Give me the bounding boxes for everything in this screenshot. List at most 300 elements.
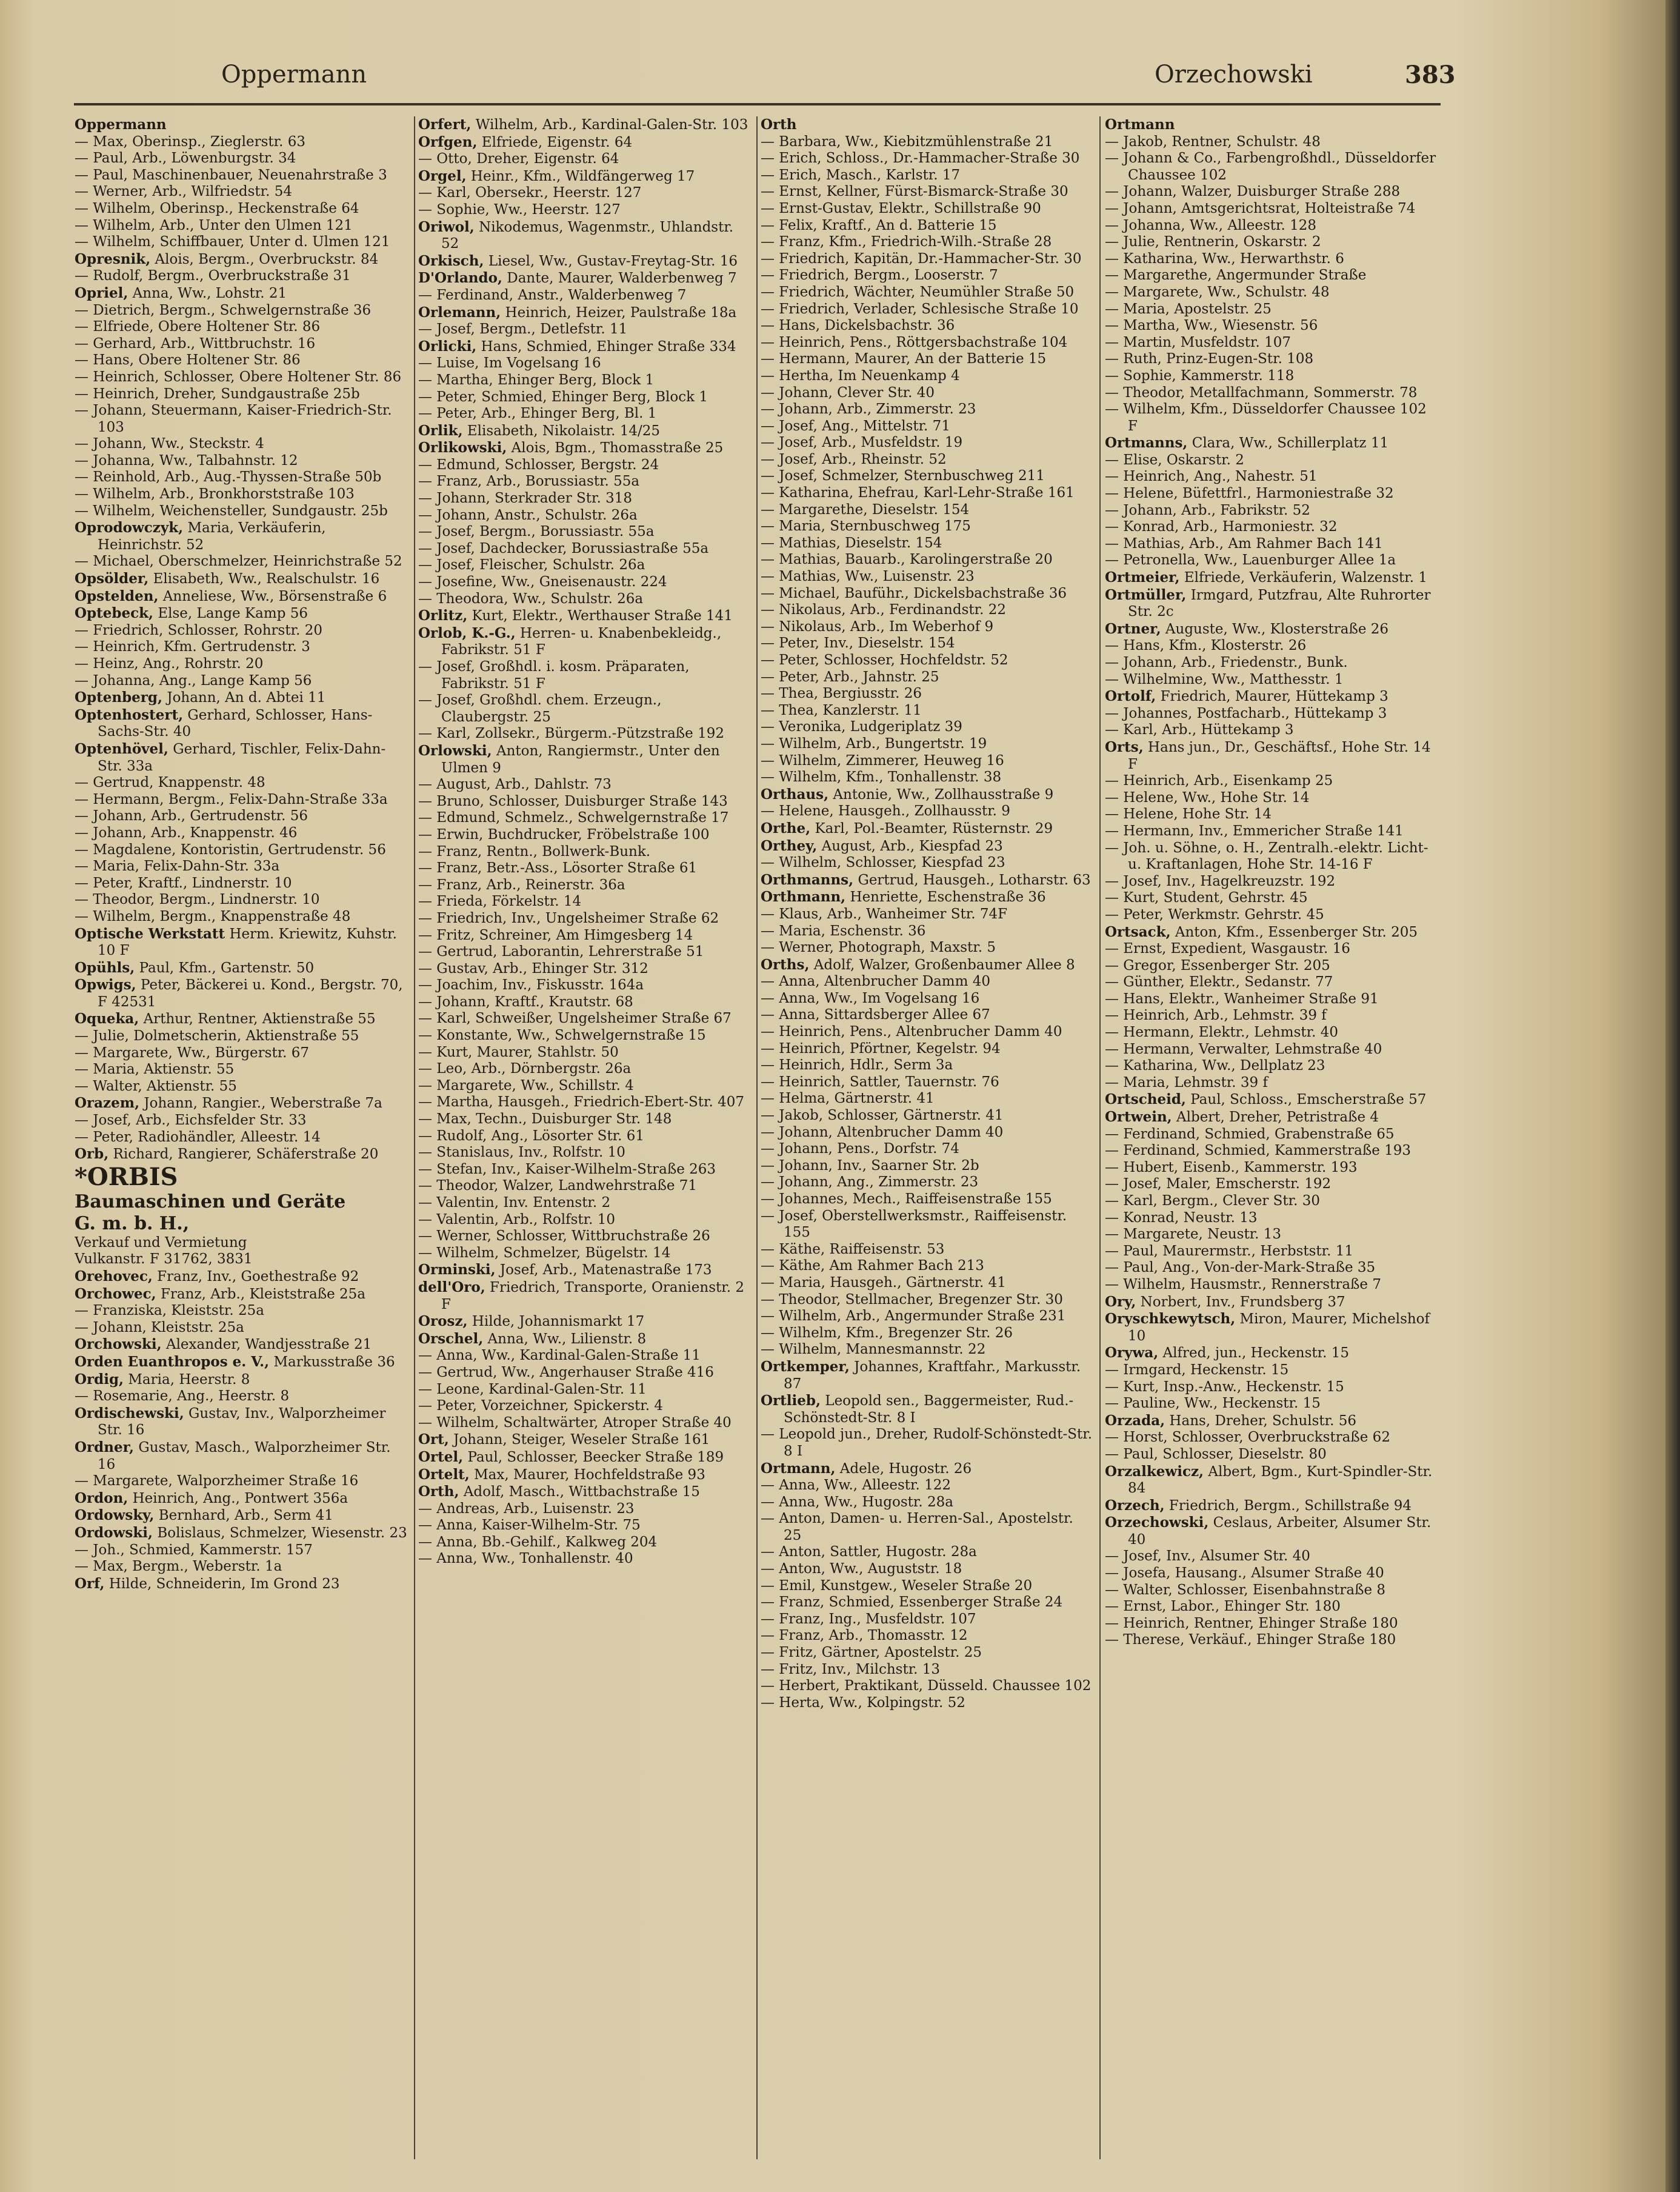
directory-entry [418, 1094, 753, 1111]
directory-entry [1105, 739, 1439, 773]
entry-text: Wilhelm, Arb., Kardinal-Galen-Str. 103 [471, 117, 748, 133]
directory-entry [761, 1628, 1095, 1645]
entry-surname: Orfert, [418, 116, 472, 133]
entry-text: Bolislaus, Schmelzer, Wiesenstr. 23 [153, 1525, 407, 1541]
directory-entry [1105, 1176, 1439, 1193]
entry-text: — Valentin, Inv. Entenstr. 2 [418, 1195, 611, 1211]
directory-entry [761, 1141, 1095, 1158]
directory-entry [418, 406, 753, 423]
entry-text: — Wilhelm, Bergm., Knappenstraße 48 [75, 908, 351, 924]
directory-entry [1105, 1007, 1439, 1024]
directory-entry [761, 1241, 1095, 1258]
entry-text: — Wilhelm, Weichensteller, Sundgaustr. 25b [75, 503, 388, 519]
directory-entry [761, 889, 1095, 906]
directory-entry [418, 541, 753, 558]
book-edge [1665, 0, 1680, 2192]
entry-text: — Martha, Ehinger Berg, Block 1 [418, 372, 655, 388]
entry-surname: Ortolf, [1105, 688, 1156, 705]
entry-surname: Optische Werkstatt [75, 925, 225, 942]
entry-text: Paul, Schlosser, Beecker Straße 189 [463, 1449, 724, 1465]
directory-entry [418, 457, 753, 474]
directory-entry [761, 957, 1095, 974]
entry-surname: Ortwein, [1105, 1109, 1172, 1126]
column-4 [1105, 116, 1439, 2165]
directory-entry [418, 743, 753, 777]
entry-text: — Josef, Inv., Hagelkreuzstr. 192 [1105, 873, 1336, 889]
entry-text: — Josef, Bergm., Borussiastr. 55a [418, 524, 655, 540]
directory-entry [1105, 1446, 1439, 1463]
directory-entry [1105, 552, 1439, 569]
entry-text: Alexander, Wandjesstraße 21 [161, 1337, 372, 1353]
directory-entry [761, 686, 1095, 703]
directory-entry [1105, 1160, 1439, 1177]
entry-text: Heinr., Kfm., Wildfängerweg 17 [466, 168, 695, 184]
entry-text: Norbert, Inv., Frundsberg 37 [1136, 1294, 1345, 1310]
directory-entry [1105, 218, 1439, 235]
directory-entry [761, 769, 1095, 786]
entry-text: — Heinrich, Hdlr., Serm 3a [761, 1057, 953, 1074]
directory-entry [1105, 1260, 1439, 1277]
directory-entry [1105, 435, 1439, 452]
entry-text: Adele, Hugostr. 26 [835, 1460, 972, 1477]
entry-text: — Kurt, Insp.-Anw., Heckenstr. 15 [1105, 1378, 1344, 1395]
entry-text: — Wilhelm, Zimmerer, Heuweg 16 [761, 752, 1004, 769]
entry-text: — Werner, Arb., Wilfriedstr. 54 [75, 184, 293, 200]
directory-entry [761, 906, 1095, 923]
directory-entry [418, 726, 753, 743]
directory-entry [75, 605, 409, 623]
directory-entry [1105, 1514, 1439, 1548]
entry-text: — Hermann, Verwalter, Lehmstraße 40 [1105, 1041, 1382, 1057]
directory-entry [761, 991, 1095, 1007]
entry-text: — Konrad, Arb., Harmoniestr. 32 [1105, 519, 1338, 535]
entry-surname: Ortmeier, [1105, 569, 1180, 586]
entry-text: — Heinrich, Arb., Eisenkamp 25 [1105, 773, 1333, 789]
entry-text: — Hertha, Im Neuenkamp 4 [761, 367, 960, 384]
directory-entry [418, 1144, 753, 1161]
entry-surname: Orlikowski, [418, 439, 507, 456]
entry-text: — Anton, Damen- u. Herren-Sal., Apostelstr. 25 [761, 1511, 1073, 1543]
directory-entry [418, 1044, 753, 1061]
entry-text: — Maria, Sternbuschweg 175 [761, 518, 971, 535]
directory-entry [1105, 1193, 1439, 1210]
entry-text: — Petronella, Ww., Lauenburger Allee 1a [1105, 552, 1396, 569]
entry-surname: Ortner, [1105, 620, 1161, 637]
entry-text: — Anna, Ww., Alleestr. 122 [761, 1477, 951, 1494]
directory-entry [1105, 941, 1439, 958]
directory-entry [75, 1405, 409, 1439]
entry-text: — Ernst-Gustav, Elektr., Schillstraße 90 [761, 200, 1041, 216]
directory-entry [418, 692, 753, 726]
entry-surname: Orlowski, [418, 742, 492, 759]
entry-text: — Franz, Rentn., Bollwerk-Bunk. [418, 843, 651, 860]
entry-text: Alois, Bergm., Overbruckstr. 84 [150, 251, 379, 267]
entry-text: — Peter, Werkmstr. Gehrstr. 45 [1105, 906, 1324, 923]
directory-entry [75, 1303, 409, 1320]
entry-text: — Irmgard, Heckenstr. 15 [1105, 1362, 1289, 1378]
entry-text: — Maria, Eschenstr. 36 [761, 923, 926, 939]
entry-text: — Stanislaus, Inv., Rolfstr. 10 [418, 1144, 625, 1161]
directory-entry [418, 591, 753, 608]
directory-entry [761, 753, 1095, 770]
directory-entry [1105, 1041, 1439, 1058]
entry-text: Josef, Arb., Matenastraße 173 [495, 1262, 712, 1278]
directory-entry [761, 485, 1095, 502]
directory-entry [1105, 655, 1439, 672]
entry-surname: Opriel, [75, 284, 128, 301]
entry-text: Elisabeth, Ww., Realschulstr. 16 [148, 571, 380, 587]
directory-entry [75, 875, 409, 892]
directory-entry [418, 1331, 753, 1348]
entry-text: — Jakob, Rentner, Schulstr. 48 [1105, 133, 1321, 150]
entry-text: — Karl, Obersekr., Heerstr. 127 [418, 185, 642, 201]
directory-entry [1105, 1345, 1439, 1362]
entry-text: — Paul, Maurermstr., Herbststr. 11 [1105, 1243, 1354, 1259]
entry-text: — Anna, Kaiser-Wilhelm-Str. 75 [418, 1517, 641, 1534]
entry-text: — Hermann, Elektr., Lehmstr. 40 [1105, 1024, 1338, 1041]
entry-text: — Dietrich, Bergm., Schwelgernstraße 36 [75, 302, 372, 318]
entry-text: — Martha, Ww., Wiesenstr. 56 [1105, 318, 1318, 334]
entry-text: Gerhard, Schlosser, Hans-Sachs-Str. 40 [98, 707, 373, 740]
listing-heading: *ORBIS [75, 1162, 178, 1191]
entry-surname: Orth, [418, 1483, 459, 1500]
entry-text: — Therese, Verkäuf., Ehinger Straße 180 [1105, 1632, 1396, 1648]
directory-entry [1105, 1429, 1439, 1446]
entry-surname: Orazem, [75, 1095, 140, 1112]
directory-entry [1105, 503, 1439, 520]
entry-text: — Fritz, Inv., Milchstr. 13 [761, 1661, 941, 1677]
entry-text: — Johannes, Mech., Raiffeisenstraße 155 [761, 1191, 1052, 1207]
directory-entry [1105, 773, 1439, 790]
entry-surname: Ory, [1105, 1293, 1136, 1310]
entry-surname: D'Orlando, [418, 270, 502, 287]
directory-entry [761, 401, 1095, 418]
entry-text: Irmgard, Putzfrau, Alte Ruhrorter Str. 2c [1128, 587, 1431, 620]
entry-text: — Wilhelm, Kfm., Düsseldorfer Chaussee 102 F [1105, 401, 1427, 434]
listing-subheading: G. m. b. H., [75, 1212, 190, 1234]
directory-entry [761, 1325, 1095, 1342]
entry-text: Anna, Ww., Lilienstr. 8 [483, 1331, 647, 1347]
directory-entry [75, 268, 409, 285]
entry-text: — Theodor, Metallfachmann, Sommerstr. 78 [1105, 384, 1418, 401]
entry-text: — Franz, Arb., Reinerstr. 36a [418, 877, 625, 893]
directory-entry [1105, 486, 1439, 503]
entry-surname: Ordon, [75, 1489, 128, 1506]
entry-surname: Orywa, [1105, 1345, 1159, 1362]
entry-text: — Karl, Zollsekr., Bürgerm.-Pützstraße 192 [418, 726, 724, 742]
directory-entry [1105, 1497, 1439, 1515]
directory-entry [75, 1439, 409, 1473]
entry-text: — Josef, Inv., Alsumer Str. 40 [1105, 1548, 1310, 1565]
directory-entry [1105, 335, 1439, 352]
entry-text: — Gregor, Essenberger Str. 205 [1105, 957, 1330, 974]
directory-entry [761, 201, 1095, 218]
entry-text: Gustav, Masch., Walporzheimer Str. 16 [98, 1439, 391, 1472]
directory-entry [75, 218, 409, 235]
entry-text: — Anna, Altenbrucher Damm 40 [761, 974, 991, 990]
directory-entry [418, 321, 753, 338]
entry-surname: Orosz, [418, 1313, 468, 1330]
entry-text: — Werner, Photograph, Maxstr. 5 [761, 940, 996, 956]
directory-entry [75, 184, 409, 201]
directory-entry [761, 940, 1095, 957]
entry-surname: Orth [761, 116, 797, 133]
directory-entry [75, 842, 409, 859]
entry-text: Ceslaus, Arbeiter, Alsumer Str. 40 [1128, 1515, 1432, 1548]
entry-text: — Peter, Radiohändler, Alleestr. 14 [75, 1129, 321, 1145]
entry-text: — Helene, Büfettfrl., Harmoniestraße 32 [1105, 486, 1394, 502]
entry-text: — Martha, Hausgeh., Friedrich-Ebert-Str. 407 [418, 1094, 745, 1111]
entry-text: — Johann, Pens., Dorfstr. 74 [761, 1141, 959, 1157]
column-1 [75, 116, 409, 2165]
entry-text: — Wilhelm, Schmelzer, Bügelstr. 14 [418, 1245, 671, 1261]
entry-text: — Wilhelm, Hausmstr., Rennerstraße 7 [1105, 1276, 1381, 1292]
directory-entry [75, 453, 409, 470]
directory-entry [418, 877, 753, 894]
directory-entry [418, 1517, 753, 1534]
entry-surname: Ordner, [75, 1439, 135, 1455]
entry-text: — Margarethe, Angermunder Straße [1105, 267, 1367, 284]
entry-text: Albert, Bgm., Kurt-Spindler-Str. 84 [1128, 1463, 1433, 1497]
directory-entry [761, 552, 1095, 569]
entry-surname: Orf, [75, 1575, 105, 1592]
directory-entry [761, 602, 1095, 619]
directory-entry [1105, 452, 1439, 469]
directory-entry [761, 1578, 1095, 1595]
entry-text: Else, Lange Kamp 56 [153, 606, 308, 622]
directory-entry [761, 1308, 1095, 1325]
directory-entry [1105, 351, 1439, 368]
directory-entry [75, 1371, 409, 1389]
directory-entry [418, 1415, 753, 1432]
entry-text: Auguste, Ww., Klosterstraße 26 [1161, 621, 1389, 637]
directory-entry [75, 520, 409, 553]
directory-entry [1105, 1632, 1439, 1649]
header-rule [74, 103, 1441, 105]
entry-text: — Karl, Bergm., Clever Str. 30 [1105, 1193, 1320, 1209]
directory-entry [761, 284, 1095, 301]
directory-entry [75, 1354, 409, 1371]
directory-entry [1105, 1412, 1439, 1430]
directory-entry [418, 1245, 753, 1262]
directory-entry [418, 1398, 753, 1415]
directory-entry [1105, 519, 1439, 536]
entry-text: Johann, Steiger, Weseler Straße 161 [448, 1432, 710, 1448]
entry-text: — Franz, Arb., Thomasstr. 12 [761, 1628, 968, 1644]
entry-surname: Opstelden, [75, 587, 159, 604]
column-divider [414, 116, 415, 2159]
directory-entry [418, 490, 753, 507]
directory-entry [418, 1195, 753, 1212]
entry-text: — Katharina, Ehefrau, Karl-Lehr-Straße 161 [761, 485, 1075, 501]
entry-surname: Ortlieb, [761, 1392, 821, 1409]
directory-entry [1105, 991, 1439, 1008]
directory-entry [761, 669, 1095, 686]
directory-entry [761, 736, 1095, 753]
entry-text: — Leone, Kardinal-Galen-Str. 11 [418, 1381, 647, 1397]
directory-entry [75, 403, 409, 436]
directory-entry [761, 167, 1095, 184]
directory-entry [761, 502, 1095, 519]
directory-entry [1105, 201, 1439, 218]
directory-entry [418, 304, 753, 322]
entry-text: — Karl, Schweißer, Ungelsheimer Straße 67 [418, 1011, 732, 1027]
entry-surname: Orfgen, [418, 133, 478, 150]
directory-entry [418, 777, 753, 794]
directory-entry [1105, 368, 1439, 385]
directory-entry [761, 468, 1095, 485]
entry-surname: Orehovec, [75, 1268, 153, 1285]
directory-entry [761, 1091, 1095, 1108]
directory-entry [761, 1594, 1095, 1611]
entry-text: — Josef, Großhdl. i. kosm. Präparaten, Fabrikstr. 51 F [418, 659, 690, 692]
entry-surname: Ortmann [1105, 116, 1175, 133]
directory-entry [1105, 1395, 1439, 1412]
entry-text: — Nikolaus, Arb., Im Weberhof 9 [761, 618, 994, 635]
entry-text: — Heinrich, Ang., Nahestr. 51 [1105, 469, 1318, 485]
directory-entry [75, 369, 409, 386]
entry-surname: Orthmann, [761, 889, 846, 906]
directory-entry [418, 1228, 753, 1245]
entry-text: — Julie, Dolmetscherin, Aktienstraße 55 [75, 1028, 359, 1044]
directory-entry [418, 372, 753, 389]
entry-text: — Paul, Maschinenbauer, Neuenahrstraße 3 [75, 167, 387, 183]
entry-text: — Martin, Musfeldstr. 107 [1105, 334, 1292, 350]
entry-text: — Heinrich, Pförtner, Kegelstr. 94 [761, 1040, 1001, 1057]
entry-text: — Mathias, Ww., Luisenstr. 23 [761, 569, 975, 585]
directory-entry [418, 287, 753, 304]
column-divider [1099, 116, 1101, 2159]
directory-entry [75, 1268, 409, 1286]
entry-text: — Leo, Arb., Dörnbergstr. 26a [418, 1061, 632, 1077]
entry-text: — Peter, Arb., Jahnstr. 25 [761, 669, 939, 685]
directory-entry [418, 1178, 753, 1195]
entry-text: — Nikolaus, Arb., Ferdinandstr. 22 [761, 602, 1006, 618]
directory-entry [418, 1466, 753, 1484]
directory-entry [75, 553, 409, 570]
directory-entry [75, 570, 409, 588]
entry-text: — Barbara, Ww., Kiebitzmühlenstraße 21 [761, 133, 1053, 150]
entry-text: Friedrich, Bergm., Schillstraße 94 [1164, 1497, 1412, 1514]
entry-text: — Heinrich, Pens., Röttgersbachstraße 104 [761, 334, 1068, 350]
directory-entry [1105, 638, 1439, 655]
directory-entry [1105, 958, 1439, 975]
directory-entry [761, 234, 1095, 251]
entry-text: — Theodor, Walzer, Landwehrstraße 71 [418, 1178, 698, 1194]
entry-text: — Ferdinand, Schmied, Grabenstraße 65 [1105, 1126, 1395, 1142]
directory-entry [75, 1576, 409, 1593]
entry-text: — Hans, Dickelsbachstr. 36 [761, 318, 955, 334]
directory-entry [761, 1511, 1095, 1544]
entry-text: — Johann, Arb., Fabrikstr. 52 [1105, 502, 1310, 518]
directory-entry [761, 1258, 1095, 1275]
directory-entry [761, 435, 1095, 452]
directory-entry [1105, 1126, 1439, 1143]
directory-entry [418, 473, 753, 490]
entry-text: — Johann, Inv., Saarner Str. 2b [761, 1157, 979, 1174]
directory-entry [418, 1161, 753, 1178]
entry-text: — Wilhelm, Arb., Angermunder Straße 231 [761, 1308, 1066, 1325]
entry-text: — Anna, Sittardsberger Allee 67 [761, 1007, 990, 1023]
directory-entry [1105, 722, 1439, 739]
directory-entry [418, 1313, 753, 1331]
directory-entry [1105, 1024, 1439, 1041]
directory-entry [1105, 1058, 1439, 1075]
directory-entry [1105, 116, 1439, 134]
entry-text: — Herbert, Praktikant, Düsseld. Chaussee 102 [761, 1678, 1092, 1694]
directory-entry [75, 1388, 409, 1405]
entry-text: — Veronika, Ludgeriplatz 39 [761, 719, 962, 735]
entry-text: — Josef, Fleischer, Schulstr. 26a [418, 557, 645, 573]
entry-text: Hilde, Johannismarkt 17 [467, 1314, 645, 1330]
entry-surname: Oqueka, [75, 1011, 139, 1028]
entry-surname: Ortmann, [761, 1460, 836, 1477]
entry-surname: Orchowski, [75, 1336, 162, 1353]
entry-text: — Katharina, Ww., Dellplatz 23 [1105, 1058, 1325, 1074]
entry-surname: Ordowski, [75, 1524, 153, 1541]
entry-text: Albert, Dreher, Petristraße 4 [1172, 1109, 1379, 1126]
directory-entry [761, 703, 1095, 720]
entry-text: — Hans, Elektr., Wanheimer Straße 91 [1105, 991, 1379, 1007]
entry-text: — Johann, Kraftf., Krautstr. 68 [418, 994, 633, 1010]
entry-text: — Franz, Betr.-Ass., Lösorter Straße 61 [418, 860, 698, 877]
entry-text: — Anna, Ww., Kardinal-Galen-Straße 11 [418, 1348, 701, 1364]
entry-surname: Optebeck, [75, 605, 154, 622]
column-2 [418, 116, 753, 2165]
entry-text: — Mathias, Dieselstr. 154 [761, 535, 942, 551]
directory-entry [418, 574, 753, 591]
entry-text: — Hermann, Maurer, An der Batterie 15 [761, 351, 1047, 367]
entry-text: Bernhard, Arb., Serm 41 [154, 1508, 333, 1524]
entry-text: — Wilhelm, Arb., Bungertstr. 19 [761, 735, 987, 752]
entry-text: — Max, Techn., Duisburger Str. 148 [418, 1111, 672, 1128]
entry-text: Kurt, Elektr., Werthauser Straße 141 [467, 608, 733, 624]
directory-entry [75, 1336, 409, 1354]
directory-entry [1105, 1616, 1439, 1632]
directory-entry [75, 503, 409, 520]
directory-entry [761, 1477, 1095, 1494]
directory-entry [75, 909, 409, 926]
entry-text: — Hans, Obere Holtener Str. 86 [75, 352, 301, 369]
entry-text: Hans jun., Dr., Geschäftsf., Hohe Str. 14 F [1128, 739, 1431, 772]
entry-text: — Valentin, Arb., Rolfstr. 10 [418, 1211, 616, 1228]
page-number: 383 [1405, 61, 1456, 89]
entry-text: — Heinrich, Arb., Lehmstr. 39 f [1105, 1007, 1327, 1024]
entry-text: — Maria, Hausgeh., Gärtnerstr. 41 [761, 1274, 1006, 1291]
directory-entry [75, 1078, 409, 1095]
directory-entry [1105, 806, 1439, 823]
directory-entry [75, 352, 409, 369]
entry-text: — Anton, Sattler, Hugostr. 28a [761, 1544, 977, 1560]
directory-entry [75, 689, 409, 707]
entry-text: — Gustav, Arb., Ehinger Str. 312 [418, 960, 648, 977]
directory-entry [75, 1112, 409, 1129]
directory-entry [418, 1534, 753, 1551]
entry-text: — Helene, Hausgeh., Zollhausstr. 9 [761, 803, 1010, 820]
directory-entry [1105, 1463, 1439, 1497]
directory-entry [1105, 1109, 1439, 1126]
entry-text: — Josef, Ang., Mittelstr. 71 [761, 418, 950, 434]
directory-entry [418, 977, 753, 994]
entry-surname: Orkisch, [418, 252, 484, 269]
entry-text: — Friedrich, Verlader, Schlesische Straße 10 [761, 301, 1079, 317]
directory-entry [761, 586, 1095, 603]
directory-entry [75, 134, 409, 151]
entry-text: — Thea, Bergiusstr. 26 [761, 686, 922, 702]
entry-text: — Joachim, Inv., Fiskusstr. 164a [418, 977, 644, 994]
directory-entry [75, 1559, 409, 1576]
directory-entry [418, 810, 753, 827]
